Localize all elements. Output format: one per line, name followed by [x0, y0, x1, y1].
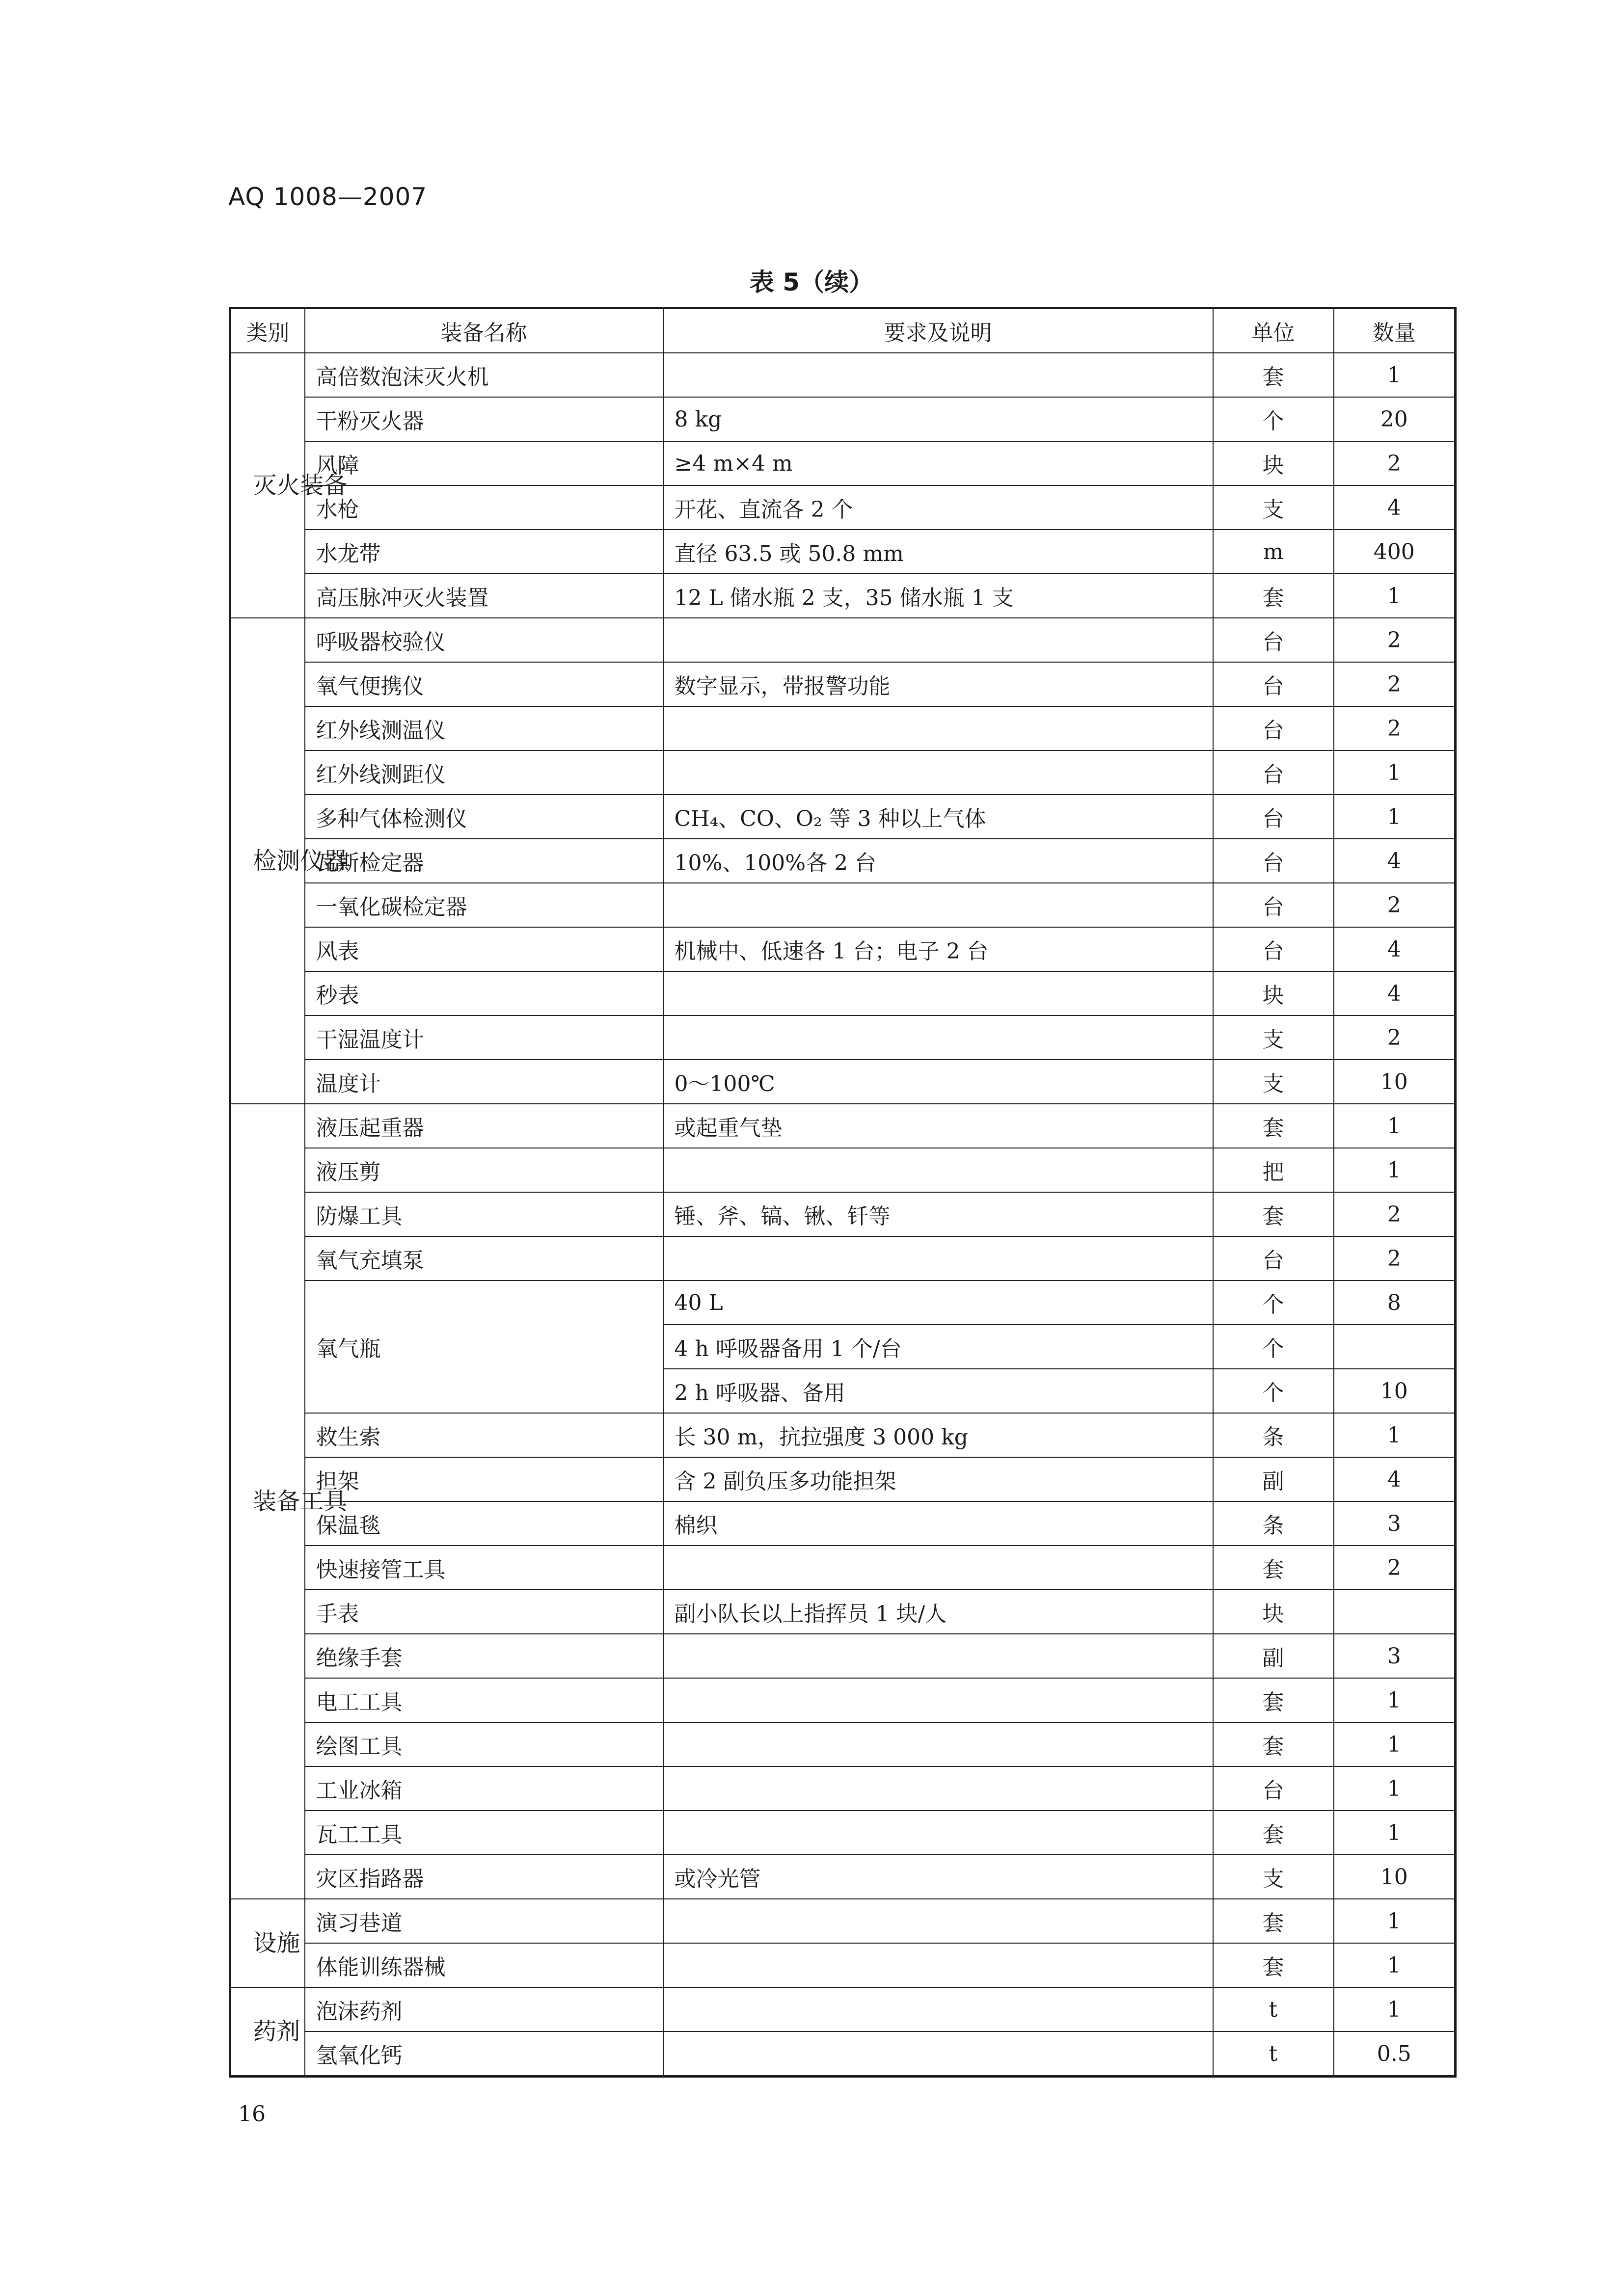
equipment-name: 干湿温度计 — [305, 1015, 663, 1060]
quantity-cell: 10 — [1334, 1369, 1456, 1413]
requirement-cell — [663, 1015, 1213, 1060]
table-row — [230, 1413, 1456, 1457]
table-row — [230, 1855, 1456, 1899]
table-caption: 表 5（续） — [749, 268, 874, 296]
unit-cell: 套 — [1213, 1678, 1334, 1722]
unit-cell: 台 — [1213, 662, 1334, 706]
table-row — [230, 1192, 1456, 1236]
header-category: 类别 — [230, 308, 305, 353]
table-row — [230, 574, 1456, 618]
table-row — [230, 353, 1456, 397]
requirement-cell: 长 30 m，抗拉强度 3 000 kg — [663, 1413, 1213, 1457]
requirement-cell — [663, 706, 1213, 750]
requirement-cell — [663, 1943, 1213, 1987]
table-row — [230, 1060, 1456, 1104]
quantity-cell: 1 — [1334, 1722, 1456, 1766]
table-row — [230, 618, 1456, 662]
requirement-cell: 或起重气垫 — [663, 1104, 1213, 1148]
quantity-cell: 1 — [1334, 1148, 1456, 1192]
unit-cell: 套 — [1213, 1811, 1334, 1855]
quantity-cell: 0.5 — [1334, 2031, 1456, 2077]
table-row — [230, 883, 1456, 927]
quantity-cell: 4 — [1334, 1457, 1456, 1501]
table-row — [230, 750, 1456, 795]
unit-cell: 块 — [1213, 971, 1334, 1015]
quantity-cell: 2 — [1334, 1192, 1456, 1236]
unit-cell: 套 — [1213, 1943, 1334, 1987]
requirement-cell: 直径 63.5 或 50.8 mm — [663, 530, 1213, 574]
equipment-name: 氧气瓶 — [305, 1281, 663, 1413]
requirement-cell — [663, 1766, 1213, 1811]
requirement-cell: 0～100℃ — [663, 1060, 1213, 1104]
quantity-cell: 4 — [1334, 971, 1456, 1015]
table-row — [230, 1634, 1456, 1678]
requirement-cell: 10%、100%各 2 台 — [663, 839, 1213, 883]
equipment-name: 呼吸器校验仪 — [305, 618, 663, 662]
requirement-cell — [663, 1546, 1213, 1590]
requirement-cell: ≥4 m×4 m — [663, 441, 1213, 485]
quantity-cell: 4 — [1334, 927, 1456, 971]
unit-cell: 台 — [1213, 750, 1334, 795]
equipment-name: 风表 — [305, 927, 663, 971]
table-row — [230, 1015, 1456, 1060]
requirement-cell: CH₄、CO、O₂ 等 3 种以上气体 — [663, 795, 1213, 839]
equipment-name: 保温毯 — [305, 1501, 663, 1546]
unit-cell: 条 — [1213, 1501, 1334, 1546]
quantity-cell: 1 — [1334, 1104, 1456, 1148]
quantity-cell: 1 — [1334, 1811, 1456, 1855]
unit-cell: 块 — [1213, 441, 1334, 485]
table-row — [230, 1501, 1456, 1546]
unit-cell: 支 — [1213, 1060, 1334, 1104]
unit-cell: 台 — [1213, 618, 1334, 662]
quantity-cell: 2 — [1334, 441, 1456, 485]
equipment-name: 手表 — [305, 1590, 663, 1634]
unit-cell: 个 — [1213, 1325, 1334, 1369]
requirement-cell: 12 L 储水瓶 2 支，35 储水瓶 1 支 — [663, 574, 1213, 618]
equipment-name: 氧气充填泵 — [305, 1236, 663, 1281]
equipment-name: 担架 — [305, 1457, 663, 1501]
requirement-cell — [663, 883, 1213, 927]
quantity-cell: 1 — [1334, 1943, 1456, 1987]
requirement-cell — [663, 353, 1213, 397]
equipment-name: 干粉灭火器 — [305, 397, 663, 441]
equipment-name: 高压脉冲灭火装置 — [305, 574, 663, 618]
unit-cell: 台 — [1213, 839, 1334, 883]
quantity-cell: 1 — [1334, 353, 1456, 397]
equipment-name: 灾区指路器 — [305, 1855, 663, 1899]
quantity-cell: 3 — [1334, 1501, 1456, 1546]
table-row — [230, 1546, 1456, 1590]
equipment-name: 多种气体检测仪 — [305, 795, 663, 839]
quantity-cell: 8 — [1334, 1281, 1456, 1325]
equipment-name: 瓦工工具 — [305, 1811, 663, 1855]
quantity-cell: 1 — [1334, 574, 1456, 618]
unit-cell: 支 — [1213, 485, 1334, 530]
equipment-name: 工业冰箱 — [305, 1766, 663, 1811]
table-row — [230, 1678, 1456, 1722]
quantity-cell: 400 — [1334, 530, 1456, 574]
requirement-cell — [663, 1236, 1213, 1281]
category-label: 灭火装备 — [253, 472, 348, 499]
unit-cell: m — [1213, 530, 1334, 574]
requirement-cell: 开花、直流各 2 个 — [663, 485, 1213, 530]
unit-cell: 套 — [1213, 574, 1334, 618]
equipment-name: 高倍数泡沫灭火机 — [305, 353, 663, 397]
unit-cell: 台 — [1213, 883, 1334, 927]
unit-cell: 支 — [1213, 1015, 1334, 1060]
quantity-cell: 4 — [1334, 485, 1456, 530]
requirement-cell: 副小队长以上指挥员 1 块/人 — [663, 1590, 1213, 1634]
equipment-name: 防爆工具 — [305, 1192, 663, 1236]
quantity-cell: 10 — [1334, 1060, 1456, 1104]
header-requirement: 要求及说明 — [663, 308, 1213, 353]
equipment-name: 秒表 — [305, 971, 663, 1015]
table-row — [230, 1722, 1456, 1766]
requirement-cell — [663, 1678, 1213, 1722]
category-cell — [230, 1899, 305, 1987]
table-row — [230, 1236, 1456, 1281]
unit-cell: 台 — [1213, 795, 1334, 839]
requirement-cell — [663, 2031, 1213, 2077]
unit-cell: 套 — [1213, 1899, 1334, 1943]
requirement-cell: 数字显示，带报警功能 — [663, 662, 1213, 706]
quantity-cell: 1 — [1334, 1899, 1456, 1943]
table-row — [230, 1899, 1456, 1943]
unit-cell: 套 — [1213, 1192, 1334, 1236]
category-label: 设施 — [253, 1929, 300, 1957]
quantity-cell: 3 — [1334, 1634, 1456, 1678]
requirement-cell — [663, 1634, 1213, 1678]
table-row — [230, 706, 1456, 750]
table-header-row — [230, 308, 1456, 353]
equipment-name: 液压剪 — [305, 1148, 663, 1192]
table-row — [230, 1943, 1456, 1987]
equipment-name: 瓦斯检定器 — [305, 839, 663, 883]
equipment-name: 快速接管工具 — [305, 1546, 663, 1590]
equipment-name: 氢氧化钙 — [305, 2031, 663, 2077]
unit-cell: 副 — [1213, 1634, 1334, 1678]
unit-cell: 块 — [1213, 1590, 1334, 1634]
quantity-cell: 10 — [1334, 1855, 1456, 1899]
unit-cell: 个 — [1213, 1369, 1334, 1413]
quantity-cell — [1334, 1325, 1456, 1369]
quantity-cell: 20 — [1334, 397, 1456, 441]
requirement-cell — [663, 1987, 1213, 2031]
quantity-cell: 2 — [1334, 1236, 1456, 1281]
requirement-cell: 锤、斧、镐、锹、钎等 — [663, 1192, 1213, 1236]
unit-cell: 套 — [1213, 1722, 1334, 1766]
requirement-cell: 2 h 呼吸器、备用 — [663, 1369, 1213, 1413]
quantity-cell: 2 — [1334, 618, 1456, 662]
equipment-table — [229, 307, 1457, 2078]
equipment-name: 水龙带 — [305, 530, 663, 574]
requirement-cell: 棉织 — [663, 1501, 1213, 1546]
table-row — [230, 441, 1456, 485]
table-row — [230, 1148, 1456, 1192]
category-label: 检测仪器 — [253, 847, 348, 875]
quantity-cell: 1 — [1334, 795, 1456, 839]
equipment-name: 水枪 — [305, 485, 663, 530]
unit-cell: t — [1213, 1987, 1334, 2031]
unit-cell: 把 — [1213, 1148, 1334, 1192]
quantity-cell: 1 — [1334, 1678, 1456, 1722]
equipment-name: 液压起重器 — [305, 1104, 663, 1148]
requirement-cell — [663, 971, 1213, 1015]
table-row — [230, 2031, 1456, 2077]
quantity-cell: 1 — [1334, 1766, 1456, 1811]
standard-code: AQ 1008—2007 — [228, 183, 428, 211]
equipment-name: 绝缘手套 — [305, 1634, 663, 1678]
table-row — [230, 485, 1456, 530]
quantity-cell: 2 — [1334, 706, 1456, 750]
table-row — [230, 397, 1456, 441]
requirement-cell: 40 L — [663, 1281, 1213, 1325]
table-row — [230, 1987, 1456, 2031]
unit-cell: 台 — [1213, 1236, 1334, 1281]
requirement-cell: 8 kg — [663, 397, 1213, 441]
requirement-cell: 或冷光管 — [663, 1855, 1213, 1899]
requirement-cell: 含 2 副负压多功能担架 — [663, 1457, 1213, 1501]
header-quantity: 数量 — [1334, 308, 1456, 353]
unit-cell: 支 — [1213, 1855, 1334, 1899]
quantity-cell: 2 — [1334, 1546, 1456, 1590]
table-body — [230, 353, 1456, 2077]
table-row — [230, 530, 1456, 574]
quantity-cell: 4 — [1334, 839, 1456, 883]
requirement-cell — [663, 1148, 1213, 1192]
quantity-cell: 1 — [1334, 1987, 1456, 2031]
equipment-name: 电工工具 — [305, 1678, 663, 1722]
equipment-name: 温度计 — [305, 1060, 663, 1104]
page-number: 16 — [238, 2102, 266, 2127]
table-row — [230, 927, 1456, 971]
quantity-cell: 2 — [1334, 1015, 1456, 1060]
table-row — [230, 839, 1456, 883]
table-row — [230, 1766, 1456, 1811]
requirement-cell — [663, 1811, 1213, 1855]
unit-cell: 台 — [1213, 706, 1334, 750]
equipment-name: 绘图工具 — [305, 1722, 663, 1766]
unit-cell: 套 — [1213, 1546, 1334, 1590]
category-label: 药剂 — [253, 2018, 300, 2045]
equipment-name: 一氧化碳检定器 — [305, 883, 663, 927]
unit-cell: 个 — [1213, 1281, 1334, 1325]
requirement-cell: 机械中、低速各 1 台；电子 2 台 — [663, 927, 1213, 971]
quantity-cell: 1 — [1334, 1413, 1456, 1457]
quantity-cell: 2 — [1334, 662, 1456, 706]
equipment-name: 救生索 — [305, 1413, 663, 1457]
table-row — [230, 1104, 1456, 1148]
equipment-name: 红外线测温仪 — [305, 706, 663, 750]
table-row — [230, 1590, 1456, 1634]
requirement-cell — [663, 1899, 1213, 1943]
category-cell — [230, 1987, 305, 2077]
table-row — [230, 795, 1456, 839]
requirement-cell — [663, 1722, 1213, 1766]
equipment-name: 演习巷道 — [305, 1899, 663, 1943]
table-row — [230, 971, 1456, 1015]
equipment-name: 泡沫药剂 — [305, 1987, 663, 2031]
equipment-name: 氧气便携仪 — [305, 662, 663, 706]
quantity-cell: 1 — [1334, 750, 1456, 795]
table-row — [230, 1457, 1456, 1501]
quantity-cell: 2 — [1334, 883, 1456, 927]
equipment-name: 体能训练器械 — [305, 1943, 663, 1987]
table-row — [230, 1281, 1456, 1325]
unit-cell: 套 — [1213, 353, 1334, 397]
header-unit: 单位 — [1213, 308, 1334, 353]
equipment-name: 红外线测距仪 — [305, 750, 663, 795]
table-row — [230, 662, 1456, 706]
unit-cell: t — [1213, 2031, 1334, 2077]
requirement-cell — [663, 618, 1213, 662]
header-name: 装备名称 — [305, 308, 663, 353]
requirement-cell — [663, 750, 1213, 795]
unit-cell: 台 — [1213, 1766, 1334, 1811]
quantity-cell — [1334, 1590, 1456, 1634]
requirement-cell: 4 h 呼吸器备用 1 个/台 — [663, 1325, 1213, 1369]
table-row — [230, 1811, 1456, 1855]
equipment-name: 风障 — [305, 441, 663, 485]
unit-cell: 台 — [1213, 927, 1334, 971]
unit-cell: 个 — [1213, 397, 1334, 441]
category-label: 装备工具 — [253, 1488, 348, 1515]
unit-cell: 条 — [1213, 1413, 1334, 1457]
unit-cell: 套 — [1213, 1104, 1334, 1148]
unit-cell: 副 — [1213, 1457, 1334, 1501]
